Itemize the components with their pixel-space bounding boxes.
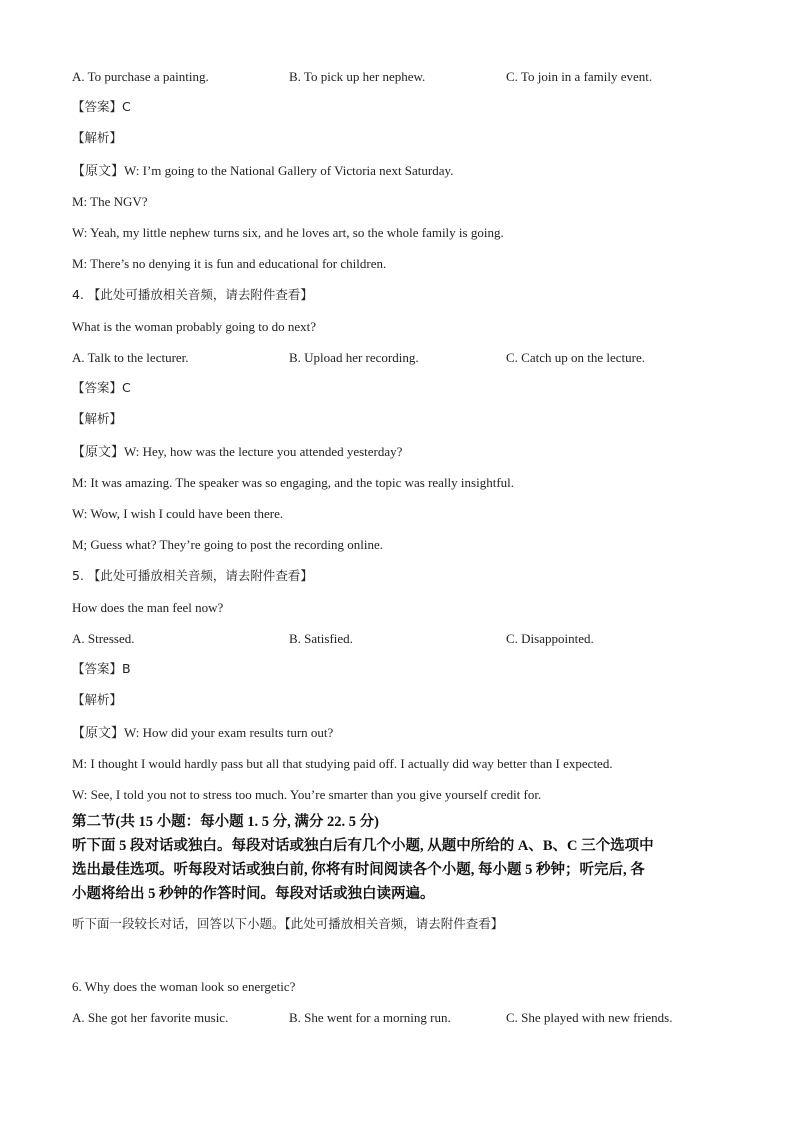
q5-transcript-line: M: I thought I would hardly pass but all that studying paid off. I actually did way better than I expected.	[72, 756, 613, 771]
q3-transcript-line: M: There’s no denying it is fun and educational for children.	[72, 256, 387, 271]
q4-transcript-line: M; Guess what? They’re going to post the recording online.	[72, 537, 383, 552]
section-instructions-line: 听下面 5 段对话或独白。每段对话或独白后有几个小题, 从题中所给的 A、B、C 三个选项中	[72, 838, 654, 854]
section-instructions-line: 小题将给出 5 秒钟的作答时间。每段对话或独白读两遍。	[72, 886, 435, 902]
q6-option-b: B. She went for a morning run.	[289, 1010, 451, 1025]
q3-option-c: C. To join in a family event.	[506, 69, 653, 84]
section-title: 第二节(共 15 小题：每小题 1. 5 分, 满分 22. 5 分)	[72, 814, 379, 830]
section-prompt: 听下面一段较长对话，回答以下小题。【此处可播放相关音频，请去附件查看】	[72, 916, 504, 931]
q6-option-c: C. She played with new friends.	[506, 1010, 673, 1025]
q4-analysis-label: 【解析】	[72, 411, 123, 426]
q3-analysis-label: 【解析】	[72, 130, 123, 145]
q5-option-a: A. Stressed.	[72, 631, 135, 646]
q5-option-b: B. Satisfied.	[289, 631, 353, 646]
q3-option-b: B. To pick up her nephew.	[289, 69, 426, 84]
q6-question: 6. Why does the woman look so energetic?	[72, 979, 296, 994]
q5-transcript-line: W: See, I told you not to stress too much. You’re smarter than you give yourself credit for.	[72, 787, 542, 802]
q4-option-c: C. Catch up on the lecture.	[506, 350, 645, 365]
q5-analysis-label: 【解析】	[72, 692, 123, 707]
q4-header: 4. 【此处可播放相关音频，请去附件查看】	[72, 287, 313, 302]
q5-option-c: C. Disappointed.	[506, 631, 594, 646]
q4-option-a: A. Talk to the lecturer.	[72, 350, 189, 365]
q3-transcript-line: 【原文】W: I’m going to the National Gallery of Victoria next Saturday.	[72, 163, 454, 178]
q3-option-a: A. To purchase a painting.	[72, 69, 209, 84]
q5-transcript-line: 【原文】W: How did your exam results turn out?	[72, 725, 334, 740]
q5-header: 5. 【此处可播放相关音频，请去附件查看】	[72, 568, 313, 583]
section-instructions-line: 选出最佳选项。听每段对话或独白前, 你将有时间阅读各个小题, 每小题 5 秒钟；听完后, 各	[72, 862, 645, 878]
q4-answer: 【答案】C	[72, 380, 131, 395]
q5-question: How does the man feel now?	[72, 600, 224, 615]
q4-option-b: B. Upload her recording.	[289, 350, 419, 365]
q4-transcript-line: W: Wow, I wish I could have been there.	[72, 506, 284, 521]
q4-question: What is the woman probably going to do next?	[72, 319, 317, 334]
q3-transcript-line: M: The NGV?	[72, 194, 148, 209]
q3-answer: 【答案】C	[72, 99, 131, 114]
q5-answer: 【答案】B	[72, 661, 131, 676]
q3-transcript-line: W: Yeah, my little nephew turns six, and he loves art, so the whole family is going.	[72, 225, 504, 240]
q4-transcript-line: 【原文】W: Hey, how was the lecture you attended yesterday?	[72, 444, 403, 459]
q4-transcript-line: M: It was amazing. The speaker was so engaging, and the topic was really insightful.	[72, 475, 515, 490]
q6-option-a: A. She got her favorite music.	[72, 1010, 229, 1025]
